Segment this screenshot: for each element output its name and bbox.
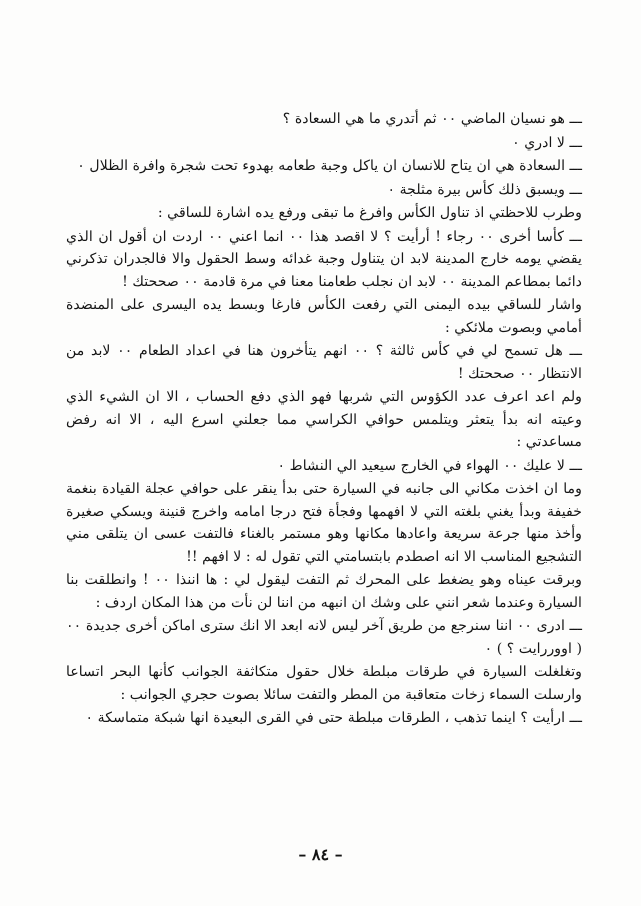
page-body-text xyxy=(66,108,582,730)
paragraph-9: ولم اعد اعرف عدد الكؤوس التي شربها فهو الذي دفع الحساب ، الا ان الشيء الذي وعيته انه بدأ يتعثر ويتلمس حوافي الكراسي مما جعلني اسرع اليه ، الا انه رفض مساعدتي : xyxy=(66,389,582,450)
paragraph-10: ـــ لا عليك ٠٠ الهواء في الخارج سيعيد الي النشاط ٠ xyxy=(277,457,582,474)
paragraph-7: واشار للساقي بيده اليمنى التي رفعت الكأس فارغا وبسط يده اليسرى على المنضدة أمامي وبصوت ملائكي : xyxy=(66,297,582,336)
paragraph-4: ـــ ويسبق ذلك كأس بيرة مثلجة ٠ xyxy=(387,181,582,198)
paragraph-1: ـــ هو نسيان الماضي ٠٠ ثم أتدري ما هي السعادة ؟ xyxy=(282,111,582,127)
paragraph-8: ـــ هل تسمح لي في كأس ثالثة ؟ ٠٠ انهم يتأخرون هنا في اعداد الطعام ٠٠ لابد من الانتظار ٠٠ صححتك ! xyxy=(66,343,583,382)
paragraph-3: ـــ السعادة هي ان يتاح للانسان ان ياكل وجبة طعامه بهدوء تحت شجرة وافرة الظلال ٠ xyxy=(77,158,582,174)
page-number: – ٨٤ – xyxy=(298,845,343,864)
paragraph-2: ـــ لا ادري ٠ xyxy=(512,134,582,151)
paragraph-11: وما ان اخذت مكاني الى جانبه في السيارة حتى بدأ ينقر على حوافي عجلة القيادة بنغمة خفيفة وبدأ يغني بلغته التي لا افهمها وفجأة فتح درجا امامه واخرج قنينة ويسكي صغيرة وأخذ منها جرعة سريعة واعادها مكانها وهو مستمر بالغناء فالتفت عسى ان يتلقى مني التشجيع المناسب الا انه اصطدم بابتسامتي التي تقول له : لا افهم !! xyxy=(66,481,582,565)
paragraph-12: وبرقت عيناه وهو يضغط على المحرك ثم التفت ليقول لي : ها اننذا ٠٠ ! وانطلقت بنا السيارة وعندما شعر انني على وشك ان انبهه من اننا لن نأت من هذا المكان اردف : xyxy=(66,572,582,611)
paragraph-14: وتغلغلت السيارة في طرقات مبلطة خلال حقول متكاثفة الجوانب كأنها البحر اتساعا وارسلت السماء زخات متعاقبة من المطر والتفت سائلا بصوت حجري الجوانب : xyxy=(66,664,582,703)
paragraph-6: ـــ كأسا أخرى ٠٠ رجاء ! أرأيت ؟ لا اقصد هذا ٠٠ انما اعني ٠٠ اردت ان أقول ان الذي يقضي يومه خارج المدينة لابد ان يتناول وجبة غدائه وسط الحقول والا فالجدران تذكرني دائما بمطاعم المدينة ٠٠ لابد ان نجلب طعامنا معنا في مرة قادمة ٠٠ صححتك ! xyxy=(66,228,582,290)
paragraph-5: وطرب للاحظتي اذ تناول الكأس وافرغ ما تبقى ورفع يده اشارة للساقي : xyxy=(157,205,582,221)
paragraph-13: ـــ ادرى ٠٠ اننا سنرجع من طريق آخر ليس لانه ابعد الا انك سترى اماكن أخرى جديدة ٠٠ ( اووررايت ؟ ) ٠ xyxy=(66,618,582,657)
paragraph-15: ـــ ارأيت ؟ اينما تذهب ، الطرقات مبلطة حتى في القرى البعيدة انها شبكة متماسكة ٠ xyxy=(85,710,582,726)
